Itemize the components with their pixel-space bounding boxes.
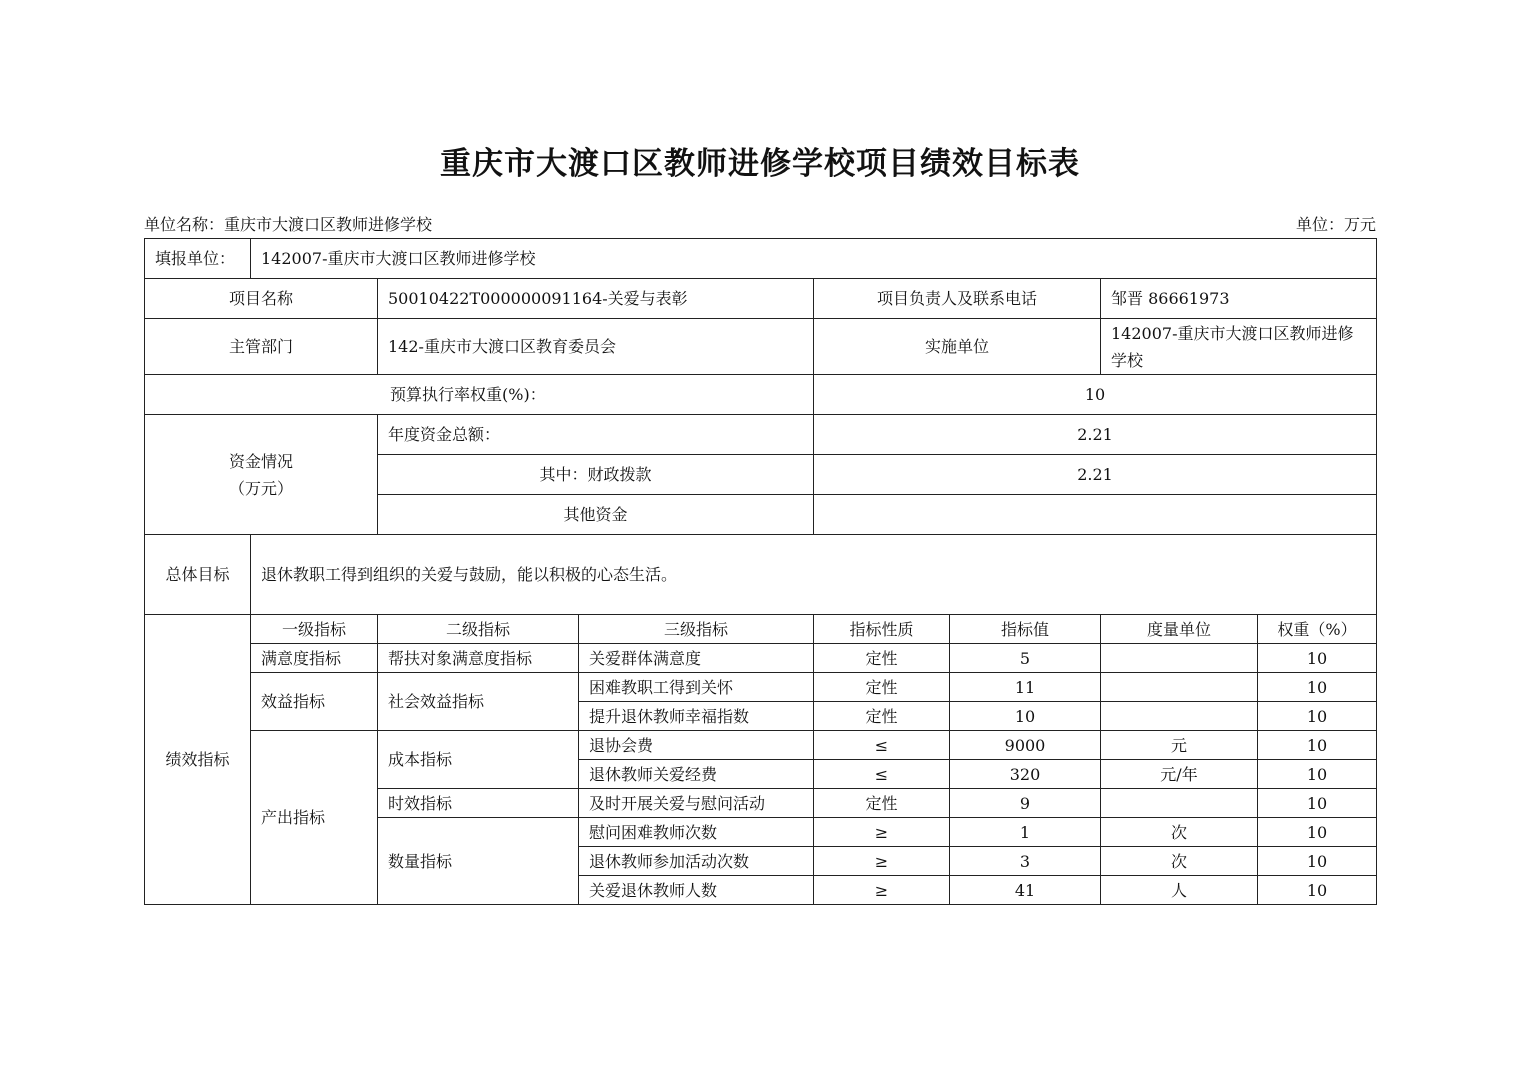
header-cell: 指标值 [950, 615, 1101, 644]
funds-unit: （万元） [228, 478, 293, 498]
level3-cell: 退协会费 [579, 731, 814, 760]
budget-weight-label: 预算执行率权重(%)： [145, 375, 814, 415]
level3-cell: 退休教师参加活动次数 [579, 847, 814, 876]
meta-line [144, 212, 1376, 235]
contact: 邹晋 86661973 [1101, 279, 1377, 319]
value-cell: 320 [950, 760, 1101, 789]
value-cell: 9000 [950, 731, 1101, 760]
weight-cell: 10 [1258, 731, 1377, 760]
unit-cell: 人 [1101, 876, 1258, 905]
header-cell: 权重（%） [1258, 615, 1377, 644]
header-cell: 三级指标 [579, 615, 814, 644]
level3-cell: 困难教职工得到关怀 [579, 673, 814, 702]
value-cell: 41 [950, 876, 1101, 905]
unit-cell: 次 [1101, 847, 1258, 876]
level3-cell: 退休教师关爱经费 [579, 760, 814, 789]
level2-cell: 社会效益指标 [378, 673, 579, 731]
value-cell: 11 [950, 673, 1101, 702]
unit-cell [1101, 644, 1258, 673]
nature-cell: 定性 [814, 673, 950, 702]
weight-cell: 10 [1258, 789, 1377, 818]
weight-cell: 10 [1258, 876, 1377, 905]
level1-cell: 满意度指标 [251, 644, 378, 673]
table-row [145, 731, 1377, 760]
page-title: 重庆市大渡口区教师进修学校项目绩效目标表 [440, 146, 1080, 182]
level2-cell: 成本指标 [378, 731, 579, 789]
unit-name: 单位名称：重庆市大渡口区教师进修学校 [144, 215, 433, 234]
annual-total: 2.21 [814, 415, 1377, 455]
weight-cell: 10 [1258, 673, 1377, 702]
project-name-label: 项目名称 [145, 279, 378, 319]
nature-cell: 定性 [814, 702, 950, 731]
goal: 退休教职工得到组织的关爱与鼓励，能以积极的心态生活。 [251, 535, 1377, 615]
level3-cell: 关爱退休教师人数 [579, 876, 814, 905]
perf-label: 绩效指标 [145, 615, 251, 905]
header-cell: 二级指标 [378, 615, 579, 644]
table-row [145, 673, 1377, 702]
budget-weight: 10 [814, 375, 1377, 415]
weight-cell: 10 [1258, 760, 1377, 789]
nature-cell: 定性 [814, 789, 950, 818]
nature-cell: ≥ [814, 876, 950, 905]
value-cell: 10 [950, 702, 1101, 731]
fiscal-label: 其中：财政拨款 [378, 455, 814, 495]
nature-cell: ≤ [814, 760, 950, 789]
value-cell: 3 [950, 847, 1101, 876]
value-cell: 5 [950, 644, 1101, 673]
level1-cell: 效益指标 [251, 673, 378, 731]
dept-label: 主管部门 [145, 319, 378, 375]
weight-cell: 10 [1258, 702, 1377, 731]
weight-cell: 10 [1258, 847, 1377, 876]
header-cell: 一级指标 [251, 615, 378, 644]
dept: 142-重庆市大渡口区教育委员会 [378, 319, 814, 375]
level2-cell: 数量指标 [378, 818, 579, 905]
nature-cell: ≤ [814, 731, 950, 760]
unit-cell: 次 [1101, 818, 1258, 847]
project-name: 50010422T000000091164-关爱与表彰 [378, 279, 814, 319]
report-unit: 142007-重庆市大渡口区教师进修学校 [251, 239, 1377, 279]
impl: 142007-重庆市大渡口区教师进修学校 [1101, 319, 1377, 375]
unit-cell: 元/年 [1101, 760, 1258, 789]
unit-cell: 元 [1101, 731, 1258, 760]
level2-cell: 时效指标 [378, 789, 579, 818]
level2-cell: 帮扶对象满意度指标 [378, 644, 579, 673]
report-unit-label: 填报单位： [145, 239, 251, 279]
unit-cell [1101, 789, 1258, 818]
impl-label: 实施单位 [814, 319, 1101, 375]
header-cell: 度量单位 [1101, 615, 1258, 644]
level1-cell: 产出指标 [251, 731, 378, 905]
fiscal: 2.21 [814, 455, 1377, 495]
level3-cell: 关爱群体满意度 [579, 644, 814, 673]
annual-total-label: 年度资金总额： [378, 415, 814, 455]
level3-cell: 慰问困难教师次数 [579, 818, 814, 847]
weight-cell: 10 [1258, 818, 1377, 847]
level3-cell: 提升退休教师幸福指数 [579, 702, 814, 731]
unit-cell [1101, 673, 1258, 702]
header-cell: 指标性质 [814, 615, 950, 644]
level3-cell: 及时开展关爱与慰问活动 [579, 789, 814, 818]
weight-cell: 10 [1258, 644, 1377, 673]
value-cell: 1 [950, 818, 1101, 847]
nature-cell: 定性 [814, 644, 950, 673]
table-row [145, 644, 1377, 673]
currency-unit: 单位：万元 [1295, 215, 1376, 234]
other-funds [814, 495, 1377, 535]
nature-cell: ≥ [814, 847, 950, 876]
unit-cell [1101, 702, 1258, 731]
value-cell: 9 [950, 789, 1101, 818]
contact-label: 项目负责人及联系电话 [814, 279, 1101, 319]
funds-label [145, 415, 378, 535]
other-label: 其他资金 [378, 495, 814, 535]
nature-cell: ≥ [814, 818, 950, 847]
performance-table [144, 238, 1377, 905]
funds-title: 资金情况 [228, 451, 293, 471]
goal-label: 总体目标 [145, 535, 251, 615]
